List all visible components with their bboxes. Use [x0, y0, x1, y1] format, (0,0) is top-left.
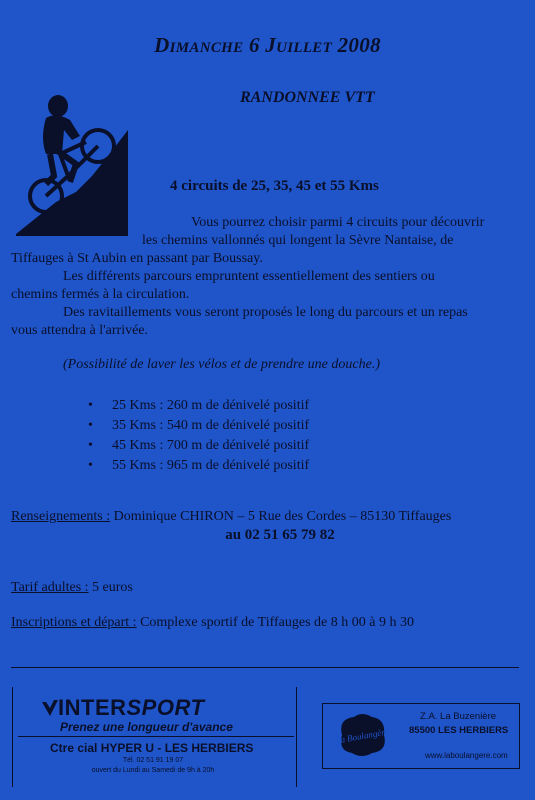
washing-note: (Possibilité de laver les vélos et de prendre une douche.) — [63, 357, 380, 372]
intersport-tagline: Prenez une longueur d'avance — [60, 720, 233, 734]
intro-line-1: Vous pourrez choisir parmi 4 circuits pour découvrir — [191, 215, 485, 230]
price-value: 5 euros — [92, 580, 133, 595]
intro-paragraph — [11, 214, 516, 268]
contact-info — [11, 509, 451, 525]
registration-label: Inscriptions et départ : — [11, 615, 137, 630]
intersport-brand-sport: SPORT — [126, 695, 205, 720]
boulangere-logo-text: La Boulangère — [334, 726, 389, 746]
store-name: Ctre cial HYPER U - LES HERBIERS — [50, 741, 254, 755]
intro-line-2: les chemins vallonnés qui longent la Sèvre Nantaise, de — [142, 233, 454, 248]
ad-divider — [18, 736, 294, 737]
event-subtitle: RANDONNEE VTT — [240, 89, 375, 106]
trails-line-2: chemins fermés à la circulation. — [11, 287, 190, 302]
supplies-line-2: vous attendra à l'arrivée. — [11, 323, 149, 338]
list-item: • 35 Kms : 540 m de dénivelé positif — [88, 416, 309, 436]
list-item: • 45 Kms : 700 m de dénivelé positif — [88, 436, 309, 456]
registration-value: Complexe sportif de Tiffauges de 8 h 00 à 9 h 30 — [140, 615, 414, 630]
intersport-swoosh-icon — [40, 698, 60, 718]
intersport-logo — [40, 695, 270, 721]
circuits-heading: 4 circuits de 25, 35, 45 et 55 Kms — [170, 178, 379, 194]
page-title: Dimanche 6 Juillet 2008 — [154, 33, 381, 57]
contact-label: Renseignements : — [11, 509, 111, 524]
registration-info — [11, 615, 414, 631]
contact-phone: au 02 51 65 79 82 — [225, 527, 335, 543]
trails-paragraph — [11, 268, 516, 304]
list-item: • 55 Kms : 965 m de dénivelé positif — [88, 456, 309, 476]
price-label: Tarif adultes : — [11, 580, 89, 595]
trails-line-1: Les différents parcours empruntent essentiellement des sentiers ou — [63, 269, 435, 284]
boulangere-logo — [334, 709, 390, 759]
price-info — [11, 580, 133, 596]
store-hours: ouvert du Lundi au Samedi de 9h à 20h — [91, 767, 215, 774]
list-item: • 25 Kms : 260 m de dénivelé positif — [88, 396, 309, 416]
circuit-list — [88, 396, 309, 476]
intersport-brand-inter: INTER — [58, 695, 127, 720]
divider — [11, 667, 519, 668]
intro-line-3: Tiffauges à St Aubin en passant par Boussay. — [11, 251, 263, 266]
contact-value: Dominique CHIRON – 5 Rue des Cordes – 85130 Tiffauges — [113, 509, 452, 524]
boulangere-address-1: Z.A. La Buzenière — [420, 711, 497, 722]
boulangere-website: www.laboulangere.com — [425, 751, 508, 760]
supplies-paragraph — [11, 304, 516, 340]
store-phone: Tél. 02 51 91 19 07 — [122, 757, 184, 764]
boulangere-address-2: 85500 LES HERBIERS — [409, 725, 509, 736]
supplies-line-1: Des ravitaillements vous seront proposés le long du parcours et un repas — [63, 305, 468, 320]
